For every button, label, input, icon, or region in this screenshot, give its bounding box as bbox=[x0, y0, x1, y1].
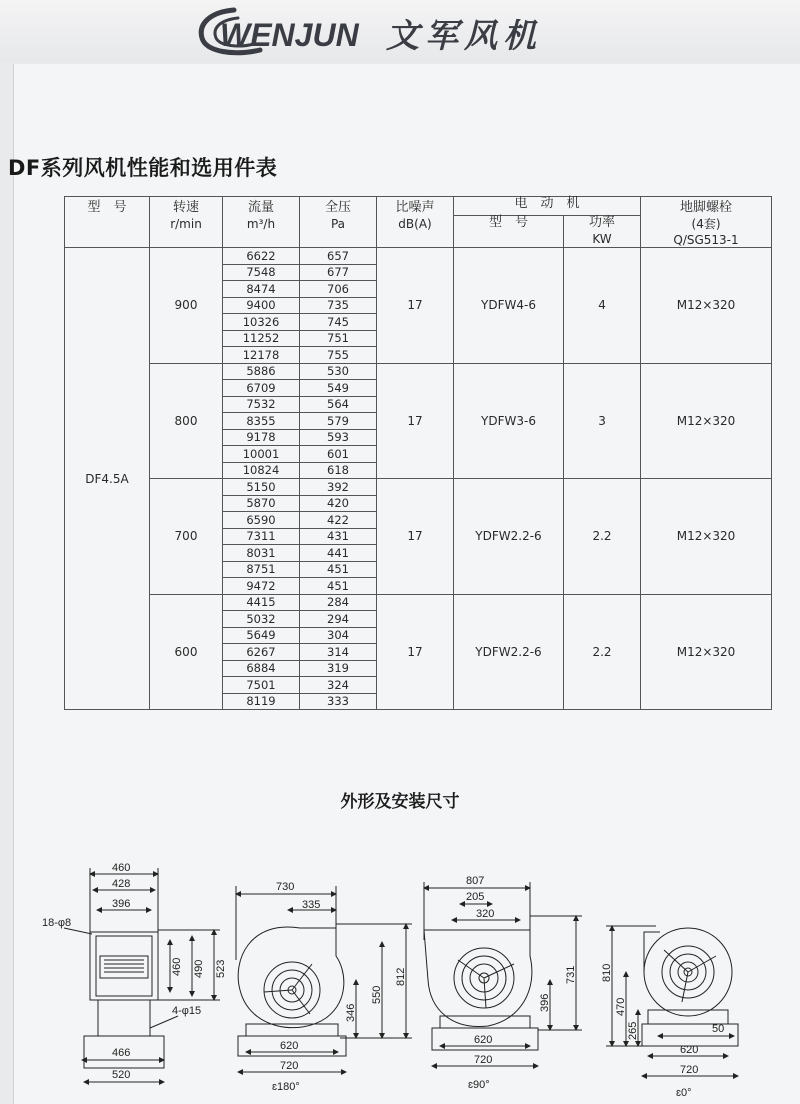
pressure-cell: 657 bbox=[300, 248, 377, 265]
dim-180-620: 620 bbox=[280, 1040, 299, 1052]
flow-cell: 7548 bbox=[223, 264, 300, 281]
dim-0-angle: ɛ0° bbox=[676, 1087, 692, 1099]
dim-front-base-holes: 4-φ15 bbox=[172, 1005, 202, 1017]
col-power: 功率 KW bbox=[564, 215, 641, 247]
table-row bbox=[65, 479, 772, 496]
dim-front-428: 428 bbox=[112, 878, 131, 890]
performance-table bbox=[64, 196, 772, 710]
pressure-cell: 324 bbox=[300, 677, 377, 694]
pressure-cell: 579 bbox=[300, 413, 377, 430]
flow-cell: 8474 bbox=[223, 281, 300, 298]
pressure-cell: 735 bbox=[300, 297, 377, 314]
pressure-cell: 564 bbox=[300, 396, 377, 413]
pressure-cell: 431 bbox=[300, 528, 377, 545]
dim-front-520: 520 bbox=[112, 1069, 131, 1081]
flow-cell: 8031 bbox=[223, 545, 300, 562]
col-motor-model: 型 号 bbox=[454, 215, 564, 247]
dim-180-550: 550 bbox=[371, 985, 383, 1004]
speed-cell: 800 bbox=[150, 363, 223, 479]
dim-90-396: 396 bbox=[539, 993, 551, 1012]
dim-90-731: 731 bbox=[565, 965, 577, 984]
noise-cell: 17 bbox=[377, 363, 454, 479]
motor-model-cell: YDFW4-6 bbox=[454, 248, 564, 364]
dimension-drawings bbox=[0, 860, 800, 1100]
flow-cell: 8355 bbox=[223, 413, 300, 430]
flow-cell: 5886 bbox=[223, 363, 300, 380]
table-row bbox=[65, 363, 772, 380]
page-title: DF系列风机性能和选用件表 bbox=[8, 156, 278, 180]
dim-180-730: 730 bbox=[276, 881, 295, 893]
dim-front-460: 460 bbox=[112, 862, 131, 874]
brand-name: WENJUN bbox=[220, 17, 359, 53]
dim-90-620: 620 bbox=[474, 1034, 493, 1046]
power-cell: 3 bbox=[564, 363, 641, 479]
table-row bbox=[65, 248, 772, 265]
dim-0-620: 620 bbox=[680, 1044, 699, 1056]
dim-front-holes: 18-φ8 bbox=[42, 917, 72, 929]
pressure-cell: 530 bbox=[300, 363, 377, 380]
flow-cell: 8751 bbox=[223, 561, 300, 578]
dim-front-h490: 490 bbox=[193, 959, 205, 978]
pressure-cell: 314 bbox=[300, 644, 377, 661]
dim-0-265: 265 bbox=[627, 1021, 639, 1040]
pressure-cell: 593 bbox=[300, 429, 377, 446]
flow-cell: 10326 bbox=[223, 314, 300, 331]
bolt-cell: M12×320 bbox=[641, 594, 772, 710]
dim-180-335: 335 bbox=[302, 899, 321, 911]
dim-180-angle: ɛ180° bbox=[272, 1081, 300, 1093]
bolt-cell: M12×320 bbox=[641, 363, 772, 479]
dim-90-205: 205 bbox=[466, 891, 485, 903]
col-flow: 流量 m³/h bbox=[223, 197, 300, 248]
flow-cell: 9400 bbox=[223, 297, 300, 314]
flow-cell: 6709 bbox=[223, 380, 300, 397]
flow-cell: 4415 bbox=[223, 594, 300, 611]
flow-cell: 10001 bbox=[223, 446, 300, 463]
flow-cell: 5032 bbox=[223, 611, 300, 628]
dim-front-h523: 523 bbox=[215, 959, 227, 978]
pressure-cell: 745 bbox=[300, 314, 377, 331]
flow-cell: 11252 bbox=[223, 330, 300, 347]
flow-cell: 10824 bbox=[223, 462, 300, 479]
power-cell: 2.2 bbox=[564, 479, 641, 595]
pressure-cell: 294 bbox=[300, 611, 377, 628]
flow-cell: 5649 bbox=[223, 627, 300, 644]
power-cell: 4 bbox=[564, 248, 641, 364]
col-pressure: 全压 Pa bbox=[300, 197, 377, 248]
col-model: 型 号 bbox=[65, 197, 150, 248]
dim-0-810: 810 bbox=[601, 963, 613, 982]
pressure-cell: 451 bbox=[300, 561, 377, 578]
pressure-cell: 601 bbox=[300, 446, 377, 463]
pressure-cell: 706 bbox=[300, 281, 377, 298]
pressure-cell: 284 bbox=[300, 594, 377, 611]
dim-180-346: 346 bbox=[345, 1003, 357, 1022]
dim-180-720: 720 bbox=[280, 1060, 299, 1072]
flow-cell: 6884 bbox=[223, 660, 300, 677]
motor-model-cell: YDFW2.2-6 bbox=[454, 594, 564, 710]
pressure-cell: 319 bbox=[300, 660, 377, 677]
dim-90-angle: ɛ90° bbox=[468, 1079, 490, 1091]
flow-cell: 6622 bbox=[223, 248, 300, 265]
table-row bbox=[65, 594, 772, 611]
flow-cell: 7311 bbox=[223, 528, 300, 545]
dim-0-470: 470 bbox=[615, 997, 627, 1016]
pressure-cell: 420 bbox=[300, 495, 377, 512]
view-180 bbox=[236, 886, 412, 1072]
motor-model-cell: YDFW3-6 bbox=[454, 363, 564, 479]
col-bolt: 地脚螺栓 (4套) Q/SG513-1 bbox=[641, 197, 772, 248]
bolt-cell: M12×320 bbox=[641, 479, 772, 595]
noise-cell: 17 bbox=[377, 248, 454, 364]
dim-90-720: 720 bbox=[474, 1054, 493, 1066]
flow-cell: 12178 bbox=[223, 347, 300, 364]
col-noise: 比噪声 dB(A) bbox=[377, 197, 454, 248]
pressure-cell: 441 bbox=[300, 545, 377, 562]
pressure-cell: 422 bbox=[300, 512, 377, 529]
pressure-cell: 333 bbox=[300, 693, 377, 710]
pressure-cell: 751 bbox=[300, 330, 377, 347]
flow-cell: 6590 bbox=[223, 512, 300, 529]
power-cell: 2.2 bbox=[564, 594, 641, 710]
pressure-cell: 304 bbox=[300, 627, 377, 644]
flow-cell: 9178 bbox=[223, 429, 300, 446]
pressure-cell: 392 bbox=[300, 479, 377, 496]
bolt-cell: M12×320 bbox=[641, 248, 772, 364]
brand-logo bbox=[190, 4, 610, 60]
pressure-cell: 451 bbox=[300, 578, 377, 595]
flow-cell: 7532 bbox=[223, 396, 300, 413]
dim-90-807: 807 bbox=[466, 875, 485, 887]
model-cell: DF4.5A bbox=[65, 248, 150, 710]
flow-cell: 8119 bbox=[223, 693, 300, 710]
pressure-cell: 755 bbox=[300, 347, 377, 364]
dim-front-466: 466 bbox=[112, 1047, 131, 1059]
speed-cell: 700 bbox=[150, 479, 223, 595]
dim-180-812: 812 bbox=[395, 967, 407, 986]
speed-cell: 900 bbox=[150, 248, 223, 364]
flow-cell: 5150 bbox=[223, 479, 300, 496]
brand-name-cn: 文军风机 bbox=[386, 16, 542, 55]
dim-0-50: 50 bbox=[712, 1023, 725, 1035]
flow-cell: 5870 bbox=[223, 495, 300, 512]
dim-90-320: 320 bbox=[476, 908, 495, 920]
dim-0-720: 720 bbox=[680, 1064, 699, 1076]
col-speed: 转速 r/min bbox=[150, 197, 223, 248]
motor-model-cell: YDFW2.2-6 bbox=[454, 479, 564, 595]
noise-cell: 17 bbox=[377, 594, 454, 710]
pressure-cell: 618 bbox=[300, 462, 377, 479]
dim-front-396: 396 bbox=[112, 898, 131, 910]
dim-front-h460: 460 bbox=[171, 957, 183, 976]
drawing-title: 外形及安装尺寸 bbox=[340, 792, 460, 812]
pressure-cell: 677 bbox=[300, 264, 377, 281]
flow-cell: 6267 bbox=[223, 644, 300, 661]
noise-cell: 17 bbox=[377, 479, 454, 595]
speed-cell: 600 bbox=[150, 594, 223, 710]
col-motor: 电 动 机 bbox=[454, 197, 641, 216]
flow-cell: 7501 bbox=[223, 677, 300, 694]
flow-cell: 9472 bbox=[223, 578, 300, 595]
view-90 bbox=[424, 882, 582, 1066]
pressure-cell: 549 bbox=[300, 380, 377, 397]
